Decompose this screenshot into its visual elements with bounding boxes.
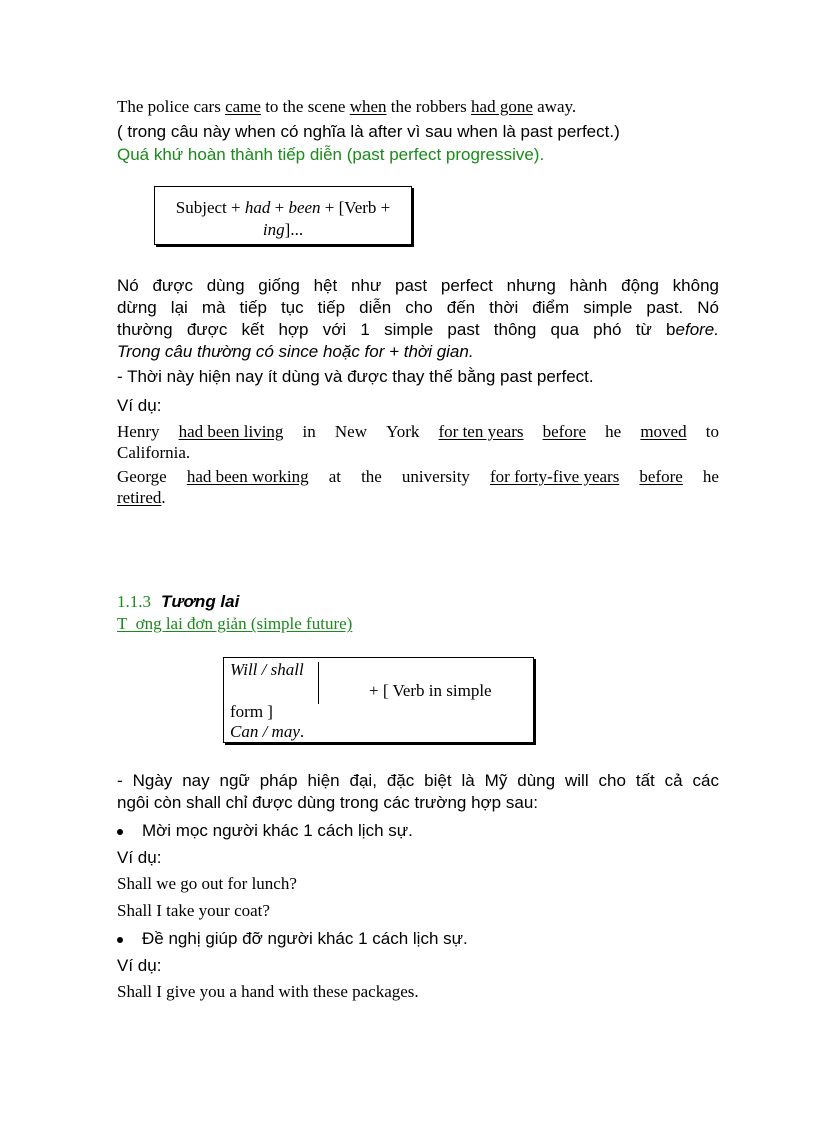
paragraph-line: ngôi còn shall chỉ được dùng trong các trường hợp sau: — [117, 793, 538, 812]
paragraph-line: Trong câu thường có since hoặc for + thời gian. — [117, 342, 474, 361]
paragraph-usage — [117, 275, 719, 363]
note-when-after: ( trong câu này when có nghĩa là after vì sau when là past perfect.) — [117, 122, 620, 141]
example-line: George had been working at the university for forty-five years before he — [117, 467, 719, 486]
example-george — [117, 466, 719, 508]
heading-past-perfect-progressive: Quá khứ hoàn thành tiếp diễn (past perfect progressive). — [117, 145, 545, 164]
section-title: Tương lai — [161, 592, 240, 611]
example-shall-coat: Shall I take your coat? — [117, 901, 270, 920]
formula-box-simple-future — [223, 657, 534, 743]
underlined-conjunction: when — [349, 97, 387, 116]
note-rarely-used: - Thời này hiện nay ít dùng và được thay thế bằng past perfect. — [117, 367, 594, 386]
example-sentence-police — [117, 97, 576, 117]
example-label: Ví dụ: — [117, 956, 162, 975]
example-line: California. — [117, 443, 191, 462]
text-fragment: to the scene — [260, 97, 350, 116]
example-label: Ví dụ: — [117, 848, 162, 867]
example-line: retired. — [117, 488, 166, 507]
section-number: 1.1.3 — [117, 592, 151, 611]
paragraph-line: Nó được dùng giống hệt như past perfect nhưng hành động không — [117, 276, 719, 295]
underlined-verb: had gone — [471, 97, 533, 116]
section-heading-future — [117, 592, 239, 612]
formula-divider — [318, 662, 319, 704]
paragraph-line: thường được kết hợp với 1 simple past thông qua phó từ before. — [117, 320, 719, 339]
subheading-simple-future: T ơng lai đơn giản (simple future) — [117, 614, 353, 633]
formula-line-1: Subject + had + been + [Verb + — [175, 198, 391, 217]
bullet-icon — [117, 937, 123, 943]
formula-verb: + [ Verb in simple — [369, 681, 492, 700]
text-fragment: the robbers — [386, 97, 472, 116]
example-shall-packages: Shall I give you a hand with these packages. — [117, 982, 419, 1001]
formula-modal-can-may: Can / may. — [230, 722, 305, 741]
example-label: Ví dụ: — [117, 396, 162, 415]
example-henry — [117, 421, 719, 463]
formula-box-past-perfect-progressive — [154, 186, 412, 245]
underlined-verb: came — [225, 97, 261, 116]
paragraph-line: - Ngày nay ngữ pháp hiện đại, đặc biệt là Mỹ dùng will cho tất cả các — [117, 771, 719, 790]
formula-modal-will-shall: Will / shall — [230, 660, 304, 679]
example-shall-lunch: Shall we go out for lunch? — [117, 874, 297, 893]
text-fragment: away. — [532, 97, 577, 116]
example-line: Henry had been living in New York for ten years before he moved to — [117, 422, 719, 441]
bullet-icon — [117, 829, 123, 835]
formula-form: form ] — [230, 702, 273, 721]
paragraph-line: dừng lại mà tiếp tục tiếp diễn cho đến thời điểm simple past. Nó — [117, 298, 719, 317]
text-fragment: The police cars — [117, 97, 226, 116]
paragraph-shall-usage — [117, 770, 719, 814]
formula-line-2: ing]... — [262, 220, 304, 239]
